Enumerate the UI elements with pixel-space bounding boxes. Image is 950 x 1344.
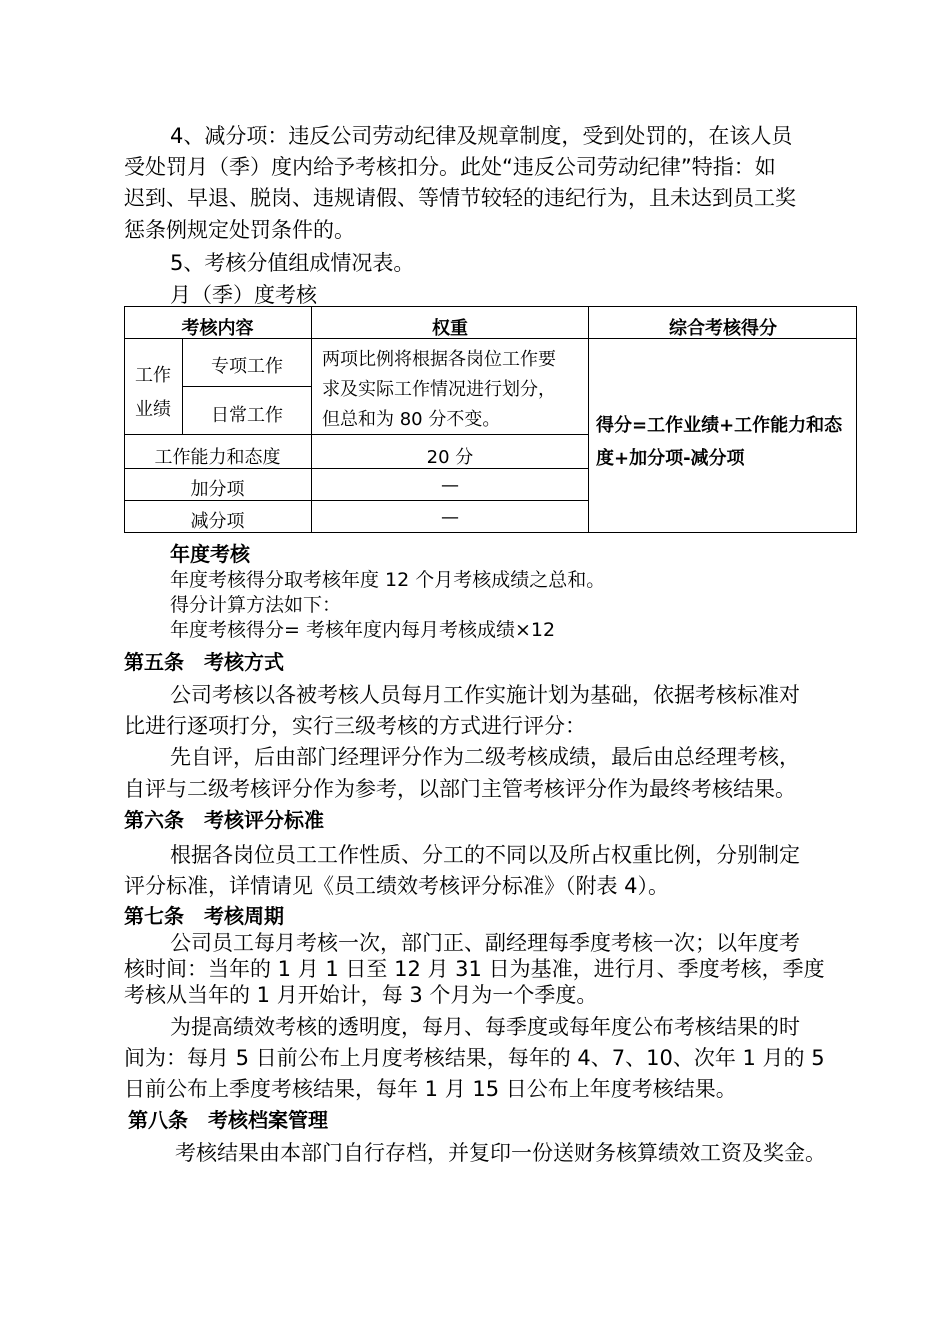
article5-p2-line2: 自评与二级考核评分作为参考，以部门主管考核评分作为最终考核结果。: [124, 777, 796, 801]
annual-line2: 得分计算方法如下：: [170, 594, 342, 616]
article7-p2-line3: 日前公布上季度考核结果，每年 1 月 15 日公布上年度考核结果。: [124, 1077, 737, 1101]
daily-work: 日常工作: [211, 405, 283, 426]
header-weight: 权重: [432, 318, 468, 339]
article7-p1-line2: 核时间：当年的 1 月 1 日至 12 月 31 日为基准，进行月、季度考核，季度: [124, 957, 825, 981]
article7-p1-line3: 考核从当年的 1 月开始计，每 3 个月为一个季度。: [124, 983, 598, 1007]
work-perf-label-1: 工作: [135, 365, 171, 386]
monthly-title: 月（季）度考核: [170, 283, 317, 307]
para5: 5、考核分值组成情况表。: [170, 251, 415, 275]
article8-title: 第八条 考核档案管理: [128, 1108, 328, 1132]
para4-line4: 惩条例规定处罚条件的。: [124, 218, 355, 242]
annual-line1: 年度考核得分取考核年度 12 个月考核成绩之总和。: [170, 569, 606, 591]
article5-p2-line1: 先自评，后由部门经理评分作为二级考核成绩，最后由总经理考核，: [170, 745, 800, 769]
weight-note-line1: 两项比例将根据各岗位工作要: [322, 349, 556, 370]
annual-formula: 年度考核得分= 考核年度内每月考核成绩×12: [170, 619, 556, 641]
article7-title: 第七条 考核周期: [124, 904, 284, 928]
score-formula-line1: 得分=工作业绩+工作能力和态: [596, 415, 843, 436]
article8-line1: 考核结果由本部门自行存档，并复印一份送财务核算绩效工资及奖金。: [175, 1141, 826, 1165]
article6-line1: 根据各岗位员工工作性质、分工的不同以及所占权重比例，分别制定: [170, 843, 800, 867]
score-formula-line2: 度+加分项-减分项: [596, 448, 745, 469]
weight-note-line2: 求及实际工作情况进行划分，: [322, 379, 556, 400]
header-score: 综合考核得分: [669, 318, 777, 339]
para4-line2: 受处罚月（季）度内给予考核扣分。此处“违反公司劳动纪律”特指：如: [124, 155, 776, 179]
para4-line3: 迟到、早退、脱岗、违规请假、等情节较轻的违纪行为，且未达到员工奖: [124, 186, 796, 210]
score-composition-table: [124, 306, 857, 533]
article6-line2: 评分标准，详情请见《员工绩效考核评分标准》（附表 4）。: [124, 874, 670, 898]
work-perf-label-2: 业绩: [135, 399, 171, 420]
ability-weight: 20 分: [426, 447, 474, 468]
header-content: 考核内容: [181, 318, 254, 339]
article7-p1-line1: 公司员工每月考核一次，部门正、副经理每季度考核一次；以年度考: [170, 931, 800, 955]
deduction-item: 减分项: [190, 511, 245, 532]
article5-title: 第五条 考核方式: [124, 650, 284, 674]
weight-note-line3: 但总和为 80 分不变。: [322, 409, 501, 430]
bonus-item: 加分项: [190, 479, 245, 500]
special-work: 专项工作: [211, 356, 283, 377]
article5-p1-line2: 比进行逐项打分，实行三级考核的方式进行评分：: [124, 714, 586, 738]
article7-p2-line2: 间为：每月 5 日前公布上月度考核结果，每年的 4、7、10、次年 1 月的 5: [124, 1046, 825, 1070]
article5-p1-line1: 公司考核以各被考核人员每月工作实施计划为基础，依据考核标准对: [170, 683, 800, 707]
article6-title: 第六条 考核评分标准: [124, 808, 324, 832]
para4-line1: 4、减分项：违反公司劳动纪律及规章制度，受到处罚的，在该人员: [170, 124, 793, 148]
bonus-weight: —: [441, 475, 459, 496]
deduction-weight: —: [441, 507, 459, 528]
article7-p2-line1: 为提高绩效考核的透明度，每月、每季度或每年度公布考核结果的时: [170, 1015, 800, 1039]
ability-attitude: 工作能力和态度: [154, 447, 281, 468]
annual-title: 年度考核: [170, 542, 250, 566]
